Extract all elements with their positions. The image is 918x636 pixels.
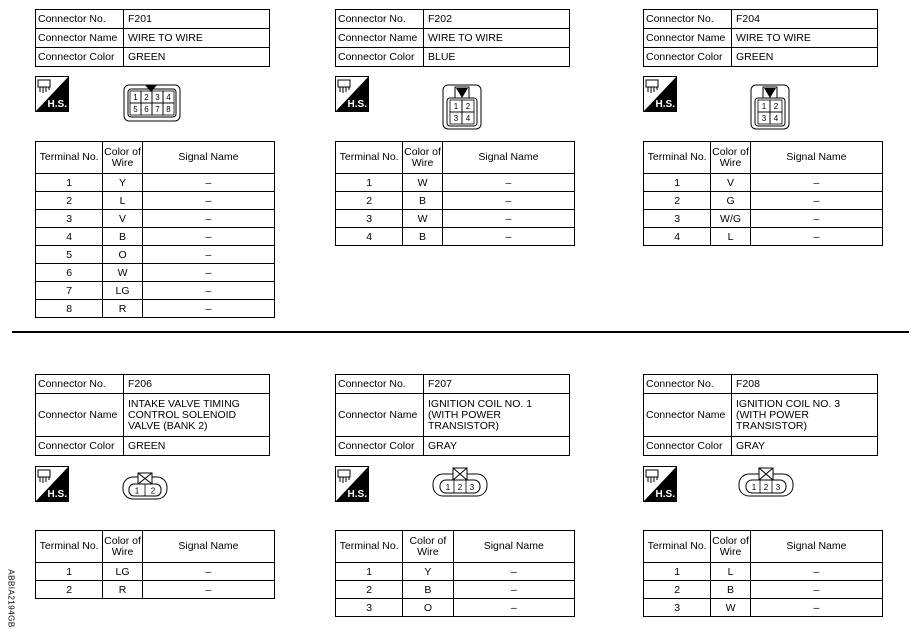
table-row (336, 563, 575, 581)
table-row (336, 599, 575, 617)
table-row (336, 228, 575, 246)
wire-color: W (403, 174, 443, 192)
wire-color: R (103, 581, 143, 599)
signal-name: – (142, 228, 274, 246)
table-row (36, 246, 275, 264)
svg-text:2: 2 (773, 102, 779, 111)
signal-name: – (142, 300, 274, 318)
color-of-wire-header: Color of Wire (403, 142, 443, 174)
table-row (644, 192, 883, 210)
terminal-no: 4 (36, 228, 103, 246)
terminal-no: 4 (336, 228, 403, 246)
connector-name-value: IGNITION COIL NO. 1 (WITH POWER TRANSISTOR) (424, 394, 570, 437)
signal-name-header: Signal Name (453, 531, 574, 563)
svg-text:2: 2 (465, 102, 471, 111)
svg-text:1: 1 (751, 483, 757, 492)
connector-panel-f208 (643, 374, 883, 456)
terminal-no-header: Terminal No. (36, 142, 103, 174)
connector-color-value: GRAY (424, 437, 570, 456)
table-row (36, 563, 275, 581)
connector-name-label: Connector Name (644, 394, 732, 437)
terminal-no-header: Terminal No. (644, 142, 711, 174)
signal-name: – (142, 563, 274, 581)
connector-no-value: F208 (732, 375, 878, 394)
terminal-no-header: Terminal No. (336, 142, 403, 174)
wire-color: L (103, 192, 143, 210)
connector-color-value: GREEN (124, 437, 270, 456)
connector-panel-f207 (335, 374, 575, 456)
wire-color: B (711, 581, 751, 599)
terminal-no-header: Terminal No. (336, 531, 403, 563)
connector-color-value: GREEN (732, 48, 878, 67)
svg-text:2: 2 (144, 93, 149, 102)
connector-face-diagram (738, 467, 794, 502)
wire-color: B (403, 228, 443, 246)
terminal-no: 3 (644, 210, 711, 228)
connector-info-table (335, 9, 570, 67)
harness-side-icon (335, 466, 369, 502)
connector-info-table (643, 374, 878, 456)
harness-side-icon (35, 76, 69, 112)
harness-side-icon (335, 76, 369, 112)
signal-name: – (142, 581, 274, 599)
connector-name-label: Connector Name (336, 29, 424, 48)
color-of-wire-header: Color of Wire (103, 531, 143, 563)
signal-name-header: Signal Name (750, 531, 882, 563)
wire-color: LG (103, 563, 143, 581)
signal-name: – (750, 599, 882, 617)
color-of-wire-header: Color of Wire (103, 142, 143, 174)
svg-text:6: 6 (144, 105, 149, 114)
signal-name: – (142, 210, 274, 228)
signal-name-header: Signal Name (142, 142, 274, 174)
terminal-no: 6 (36, 264, 103, 282)
connector-color-label: Connector Color (36, 437, 124, 456)
connector-no-label: Connector No. (336, 10, 424, 29)
table-row (36, 228, 275, 246)
wire-color: B (403, 581, 453, 599)
wire-color: Y (103, 174, 143, 192)
connector-no-label: Connector No. (644, 375, 732, 394)
signal-name-header: Signal Name (442, 142, 574, 174)
connector-name-value: WIRE TO WIRE (424, 29, 570, 48)
svg-text:1: 1 (761, 102, 767, 111)
connector-color-value: GREEN (124, 48, 270, 67)
table-row (36, 192, 275, 210)
signal-name: – (750, 581, 882, 599)
hs-label: H.S. (347, 99, 367, 110)
signal-name: – (750, 228, 882, 246)
connector-no-value: F201 (124, 10, 270, 29)
signal-name: – (142, 264, 274, 282)
connector-color-value: GRAY (732, 437, 878, 456)
table-row (644, 599, 883, 617)
svg-text:5: 5 (133, 105, 138, 114)
harness-side-icon (643, 466, 677, 502)
svg-text:3: 3 (761, 114, 767, 123)
connector-name-value: WIRE TO WIRE (732, 29, 878, 48)
connector-panel-f201 (35, 9, 275, 67)
terminal-table (335, 530, 575, 617)
svg-text:1: 1 (453, 102, 459, 111)
terminal-no: 4 (644, 228, 711, 246)
connector-no-label: Connector No. (36, 375, 124, 394)
connector-info-table (35, 374, 270, 456)
table-row (644, 174, 883, 192)
hs-label: H.S. (655, 99, 675, 110)
terminal-no: 3 (336, 599, 403, 617)
connector-color-value: BLUE (424, 48, 570, 67)
connector-info-table (335, 374, 570, 456)
svg-text:3: 3 (155, 93, 160, 102)
svg-text:8: 8 (166, 105, 171, 114)
wire-color: W (711, 599, 751, 617)
connector-color-label: Connector Color (336, 437, 424, 456)
table-row (36, 581, 275, 599)
connector-name-label: Connector Name (36, 29, 124, 48)
terminal-no: 1 (644, 563, 711, 581)
connector-color-label: Connector Color (36, 48, 124, 67)
wire-color: W (403, 210, 443, 228)
table-row (36, 210, 275, 228)
connector-no-value: F202 (424, 10, 570, 29)
wire-color: W (103, 264, 143, 282)
terminal-no: 1 (336, 174, 403, 192)
terminal-table (643, 530, 883, 617)
harness-side-icon (35, 466, 69, 502)
signal-name: – (453, 599, 574, 617)
connector-no-value: F207 (424, 375, 570, 394)
connector-no-label: Connector No. (36, 10, 124, 29)
terminal-no: 7 (36, 282, 103, 300)
terminal-table (35, 530, 275, 599)
hs-label: H.S. (347, 489, 367, 500)
signal-name: – (442, 192, 574, 210)
signal-name: – (750, 563, 882, 581)
terminal-no: 2 (644, 192, 711, 210)
table-row (336, 192, 575, 210)
color-of-wire-header: Color of Wire (711, 142, 751, 174)
svg-text:1: 1 (134, 486, 140, 496)
svg-text:3: 3 (453, 114, 459, 123)
connector-face-diagram (750, 84, 790, 135)
svg-text:7: 7 (155, 105, 160, 114)
connector-name-value: WIRE TO WIRE (124, 29, 270, 48)
connector-name-value: INTAKE VALVE TIMING CONTROL SOLENOID VALVE (BANK 2) (124, 394, 270, 437)
table-row (336, 581, 575, 599)
wire-color: LG (103, 282, 143, 300)
svg-text:3: 3 (775, 483, 781, 492)
table-row (36, 174, 275, 192)
signal-name-header: Signal Name (750, 142, 882, 174)
svg-text:4: 4 (166, 93, 171, 102)
svg-text:1: 1 (133, 93, 138, 102)
connector-no-label: Connector No. (644, 10, 732, 29)
terminal-no: 2 (336, 581, 403, 599)
wire-color: Y (403, 563, 453, 581)
wire-color: G (711, 192, 751, 210)
wire-color: B (403, 192, 443, 210)
terminal-no: 8 (36, 300, 103, 318)
signal-name: – (442, 228, 574, 246)
signal-name: – (453, 581, 574, 599)
table-row (36, 300, 275, 318)
harness-side-icon (643, 76, 677, 112)
signal-name: – (442, 174, 574, 192)
terminal-no: 3 (336, 210, 403, 228)
wire-color: R (103, 300, 143, 318)
connector-no-label: Connector No. (336, 375, 424, 394)
svg-text:2: 2 (763, 483, 769, 492)
terminal-no-header: Terminal No. (36, 531, 103, 563)
terminal-table (643, 141, 883, 246)
connector-face-diagram (122, 472, 168, 505)
table-row (36, 282, 275, 300)
connector-no-value: F206 (124, 375, 270, 394)
terminal-no: 1 (644, 174, 711, 192)
terminal-no: 2 (36, 192, 103, 210)
terminal-no: 2 (36, 581, 103, 599)
wire-color: O (403, 599, 453, 617)
svg-text:2: 2 (150, 486, 156, 496)
connector-panel-f206 (35, 374, 275, 456)
wire-color: W/G (711, 210, 751, 228)
terminal-table (335, 141, 575, 246)
connector-name-label: Connector Name (644, 29, 732, 48)
signal-name: – (442, 210, 574, 228)
table-row (36, 264, 275, 282)
signal-name: – (750, 174, 882, 192)
table-row (644, 563, 883, 581)
terminal-no: 1 (36, 563, 103, 581)
connector-face-diagram (432, 467, 488, 502)
terminal-no: 2 (644, 581, 711, 599)
connector-panel-f204 (643, 9, 883, 67)
connector-info-table (643, 9, 878, 67)
terminal-no-header: Terminal No. (644, 531, 711, 563)
signal-name: – (750, 210, 882, 228)
terminal-table (35, 141, 275, 318)
wire-color: B (103, 228, 143, 246)
svg-text:1: 1 (445, 483, 451, 492)
svg-text:4: 4 (773, 114, 779, 123)
svg-text:3: 3 (469, 483, 475, 492)
connector-name-label: Connector Name (336, 394, 424, 437)
table-row (336, 174, 575, 192)
connector-face-diagram (442, 84, 482, 135)
connector-color-label: Connector Color (644, 48, 732, 67)
terminal-no: 1 (36, 174, 103, 192)
terminal-no: 2 (336, 192, 403, 210)
svg-text:2: 2 (457, 483, 463, 492)
divider-line (12, 331, 909, 333)
hs-label: H.S. (655, 489, 675, 500)
connector-name-label: Connector Name (36, 394, 124, 437)
hs-label: H.S. (47, 99, 67, 110)
terminal-no: 5 (36, 246, 103, 264)
hs-label: H.S. (47, 489, 67, 500)
connector-name-value: IGNITION COIL NO. 3 (WITH POWER TRANSISTOR) (732, 394, 878, 437)
signal-name-header: Signal Name (142, 531, 274, 563)
wire-color: V (711, 174, 751, 192)
color-of-wire-header: Color of Wire (711, 531, 751, 563)
signal-name: – (750, 192, 882, 210)
connector-info-table (35, 9, 270, 67)
table-row (336, 210, 575, 228)
signal-name: – (142, 282, 274, 300)
table-row (644, 581, 883, 599)
connector-color-label: Connector Color (644, 437, 732, 456)
terminal-no: 3 (36, 210, 103, 228)
signal-name: – (142, 246, 274, 264)
wire-color: L (711, 228, 751, 246)
terminal-no: 3 (644, 599, 711, 617)
connector-no-value: F204 (732, 10, 878, 29)
connector-face-diagram (123, 84, 181, 127)
signal-name: – (453, 563, 574, 581)
connector-panel-f202 (335, 9, 575, 67)
svg-text:4: 4 (465, 114, 471, 123)
wire-color: O (103, 246, 143, 264)
signal-name: – (142, 174, 274, 192)
color-of-wire-header: Color of Wire (403, 531, 453, 563)
connector-color-label: Connector Color (336, 48, 424, 67)
table-row (644, 228, 883, 246)
signal-name: – (142, 192, 274, 210)
wire-color: L (711, 563, 751, 581)
table-row (644, 210, 883, 228)
wire-color: V (103, 210, 143, 228)
drawing-code: ABBIA2194GB (6, 569, 16, 628)
terminal-no: 1 (336, 563, 403, 581)
